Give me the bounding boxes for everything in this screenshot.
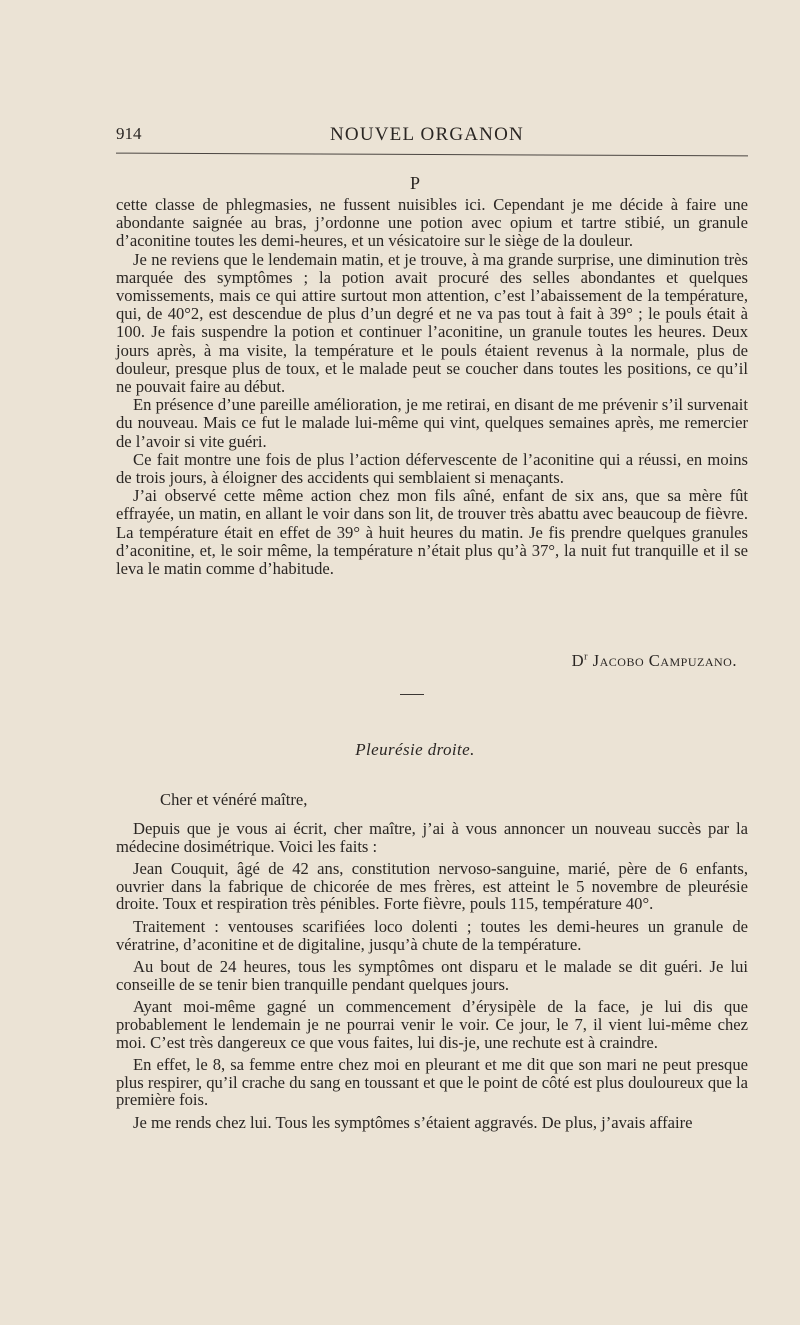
paragraph: Je me rends chez lui. Tous les symptômes s’étaient aggravés. De plus, j’avais affaire xyxy=(133,1112,693,1132)
section-letter: P xyxy=(409,173,420,193)
signature-sup: r xyxy=(584,651,588,663)
header-rule xyxy=(116,153,748,157)
signature-prefix: D xyxy=(571,651,585,670)
paragraph: En présence d’une pareille amélioration, je me retirai, en disant de me prévenir s’il survenait du nouveau. Mais ce fut le malade lui-même qui vint, quelques semaines après, me remercier de l’avoir si vite guéri. xyxy=(116,395,748,451)
signature xyxy=(572,651,737,671)
paragraph: Depuis que je vous ai écrit, cher maître, j’ai à vous annoncer un nouveau succès par la médecine dosimétrique. Voici les faits : xyxy=(116,819,748,856)
letter1-body xyxy=(116,196,748,578)
salutation: Cher et vénéré maître, xyxy=(160,790,308,809)
page-number: 914 xyxy=(116,124,142,143)
running-title: NOUVEL ORGANON xyxy=(330,124,524,145)
signature-name: Jacobo Campuzano. xyxy=(592,651,737,670)
paragraph: Ayant moi-même gagné un commencement d’érysipèle de la face, je lui dis que probablement le lendemain je ne pourrai venir le voir. Ce jour, le 7, il vient lui-même chez moi. C’est très dangereux ce que vous faites, lui dis-je, une rechute est à craindre. xyxy=(116,997,748,1052)
paragraph: Ce fait montre une fois de plus l’action défervescente de l’aconitine qui a réussi, en moins de trois jours, à éloigner des accidents qui semblaient si menaçants. xyxy=(116,449,748,488)
paragraph: En effet, le 8, sa femme entre chez moi en pleurant et me dit que son mari ne peut presque plus respirer, qu’il crache du sang en toussant et que le point de côté est plus douloureux que la première fois. xyxy=(116,1055,748,1110)
letter2-body xyxy=(116,820,748,1132)
paragraph: cette classe de phlegmasies, ne fussent nuisibles ici. Cependant je me décide à faire une abondante saignée au bras, j’ordonne une potion avec opium et tartre stibié, un granule d’aconitine toutes les demi-heures, et un vésicatoire sur le siège de la douleur. xyxy=(116,195,748,251)
paragraph: Je ne reviens que le lendemain matin, et je trouve, à ma grande surprise, une diminution très marquée des symptômes ; la potion avait procuré des selles abondantes et quelques vomissements, mais ce qui attire surtout mon attention, c’est l’abaissement de la température, qui, de 40°2, est descendue de plus d’un degré et ne va pas tout à fait à 39° ; le pouls était à 100. Je fais suspendre la potion et continuer l’aconitine, un granule toutes les heures. Deux jours après, à ma visite, la température et le pouls étaient revenus à la normale, plus de douleur, presque plus de toux, et le malade peut se coucher dans toutes les positions, ce qu’il ne pouvait faire au début. xyxy=(116,249,748,397)
paragraph: Au bout de 24 heures, tous les symptômes ont disparu et le malade se dit guéri. Je lui conseille de se tenir bien tranquille pendant quelques jours. xyxy=(116,957,748,994)
paragraph: Jean Couquit, âgé de 42 ans, constitution nervoso-sanguine, marié, père de 6 enfants, ouvrier dans la fabrique de chicorée de mes frères, est atteint le 5 novembre de pleurésie droite. Toux et respiration très pénibles. Forte fièvre, pouls 115, température 40°. xyxy=(116,859,748,914)
paragraph: J’ai observé cette même action chez mon fils aîné, enfant de six ans, que sa mère fût effrayée, un matin, en allant le voir dans son lit, de trouver très abattu avec beaucoup de fièvre. La température était en effet de 39° à huit heures du matin. Je fis prendre quelques granules d’aconitine, et, le soir même, la température n’était plus qu’à 37°, la nuit fut tranquille et il se leva le matin comme d’habitude. xyxy=(116,486,748,579)
section-separator xyxy=(400,694,424,695)
article-title: Pleurésie droite. xyxy=(355,740,475,759)
paragraph: Traitement : ventouses scarifiées loco dolenti ; toutes les demi-heures un granule de vératrine, d’aconitine et de digitaline, jusqu’à chute de la température. xyxy=(116,916,748,954)
